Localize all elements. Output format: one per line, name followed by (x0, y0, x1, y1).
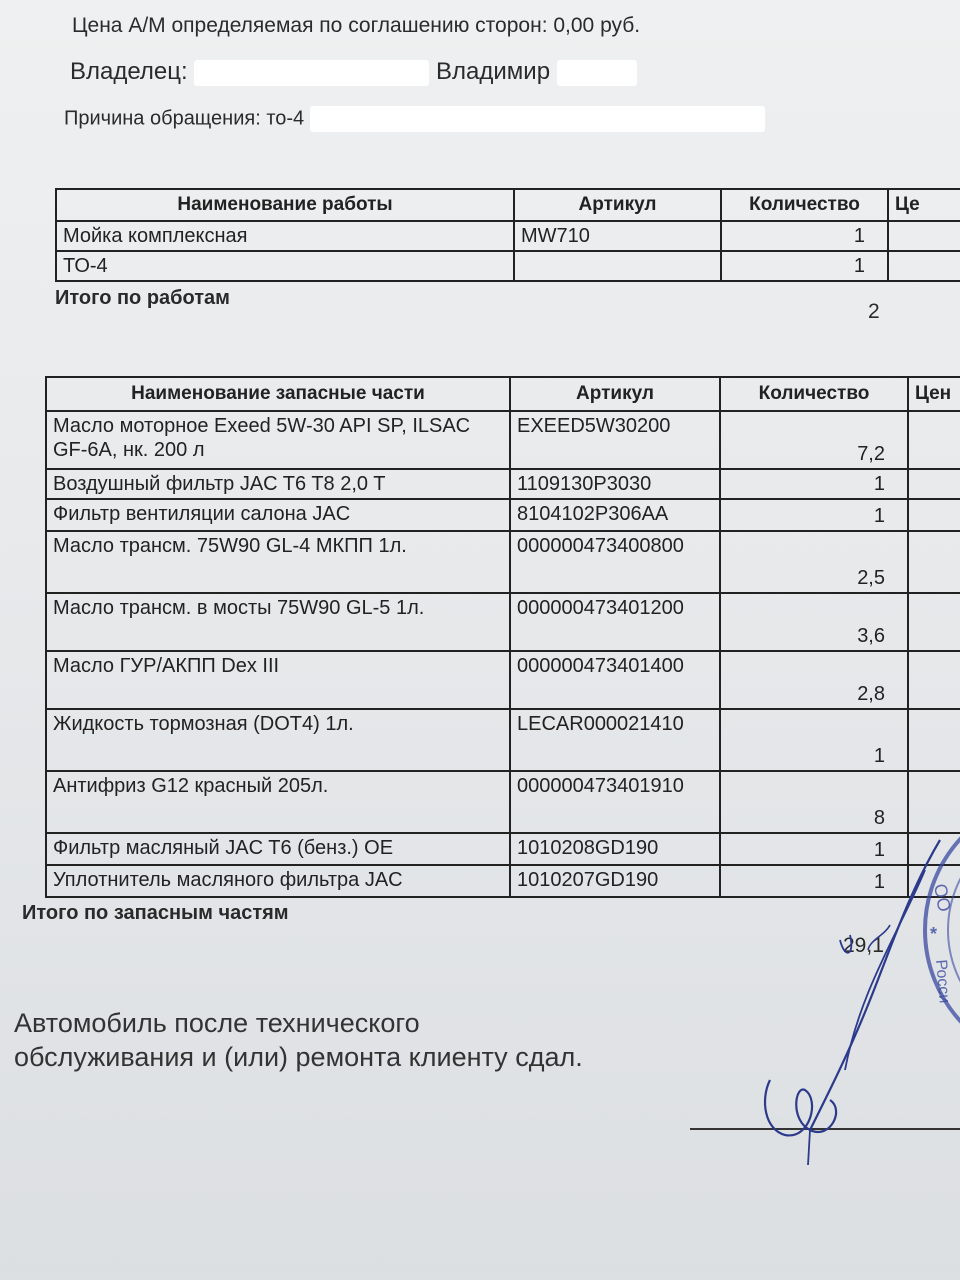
owner-line (70, 58, 637, 86)
stamp-text-b: Росси (932, 958, 953, 1004)
parts-article-cell: 1010207GD190 (510, 865, 720, 897)
parts-article-cell: 1010208GD190 (510, 833, 720, 865)
parts-name-cell: Уплотнитель масляного фильтра JAC (46, 865, 510, 897)
parts-article-cell: 1109130P3030 (510, 469, 720, 499)
parts-name-cell: Масло трансм. в мосты 75W90 GL-5 1л. (46, 593, 510, 651)
parts-name-cell: Воздушный фильтр JAC T6 T8 2,0 T (46, 469, 510, 499)
works-table (55, 188, 960, 282)
col-quantity: Количество (720, 377, 908, 411)
parts-price-cell (908, 593, 960, 651)
parts-row (46, 593, 960, 651)
parts-article-cell: 8104102P306AA (510, 499, 720, 531)
parts-article-cell: 000000473401400 (510, 651, 720, 709)
parts-price-cell (908, 469, 960, 499)
parts-quantity-cell: 7,2 (720, 411, 908, 469)
parts-row (46, 411, 960, 469)
owner-redaction (194, 60, 429, 86)
parts-name-cell: Фильтр вентиляции салона JAC (46, 499, 510, 531)
parts-quantity-cell: 1 (720, 865, 908, 897)
owner-visible-name: Владимир (436, 58, 551, 85)
parts-name-cell: Масло моторное Exeed 5W-30 API SP, ILSAC GF-6A, нк. 200 л (46, 411, 510, 469)
col-part-name: Наименование запасные части (46, 377, 510, 411)
works-quantity-cell: 1 (721, 251, 888, 281)
parts-name-cell: Масло ГУР/АКПП Dex III (46, 651, 510, 709)
owner-label: Владелец: (70, 58, 188, 85)
works-row (56, 221, 960, 251)
parts-row (46, 771, 960, 833)
col-article: Артикул (510, 377, 720, 411)
parts-price-cell (908, 411, 960, 469)
parts-price-cell (908, 709, 960, 771)
parts-row (46, 469, 960, 499)
handover-line-1: Автомобиль после технического (14, 1008, 420, 1038)
parts-article-cell: 000000473401200 (510, 593, 720, 651)
parts-row (46, 709, 960, 771)
works-row (56, 251, 960, 281)
parts-name-cell: Антифриз G12 красный 205л. (46, 771, 510, 833)
parts-quantity-cell: 1 (720, 833, 908, 865)
works-price-cell (888, 251, 960, 281)
works-quantity-cell: 1 (721, 221, 888, 251)
stamp-text-a: ОО (930, 882, 955, 914)
parts-article-cell: EXEED5W30200 (510, 411, 720, 469)
parts-quantity-cell: 2,8 (720, 651, 908, 709)
col-article: Артикул (514, 189, 721, 221)
col-work-name: Наименование работы (56, 189, 514, 221)
parts-row (46, 499, 960, 531)
works-name-cell: ТО-4 (56, 251, 514, 281)
parts-price-cell (908, 651, 960, 709)
parts-article-cell: LECAR000021410 (510, 709, 720, 771)
parts-name-cell: Фильтр масляный JAC T6 (бенз.) OE (46, 833, 510, 865)
works-price-cell (888, 221, 960, 251)
parts-name-cell: Масло трансм. 75W90 GL-4 МКПП 1л. (46, 531, 510, 593)
parts-name-cell: Жидкость тормозная (DOT4) 1л. (46, 709, 510, 771)
parts-quantity-cell: 8 (720, 771, 908, 833)
works-article-cell (514, 251, 721, 281)
parts-quantity-cell: 3,6 (720, 593, 908, 651)
parts-article-cell: 000000473401910 (510, 771, 720, 833)
parts-quantity-cell: 1 (720, 499, 908, 531)
works-total-value: 2 (868, 300, 880, 323)
parts-quantity-cell: 2,5 (720, 531, 908, 593)
reason-redaction (310, 106, 765, 132)
reason-label: Причина обращения: то-4 (64, 107, 305, 130)
handover-statement (14, 1006, 583, 1074)
parts-table (45, 376, 960, 898)
parts-total-label: Итого по запасным частям (22, 902, 289, 924)
parts-quantity-cell: 1 (720, 709, 908, 771)
price-line: Цена А/М определяемая по соглашению сторон: 0,00 руб. (72, 14, 641, 37)
handover-line-2: обслуживания и (или) ремонта клиенту сдал. (14, 1042, 583, 1072)
parts-total-value: 29,1 (843, 934, 884, 957)
svg-text:*: * (930, 924, 938, 944)
parts-article-cell: 000000473400800 (510, 531, 720, 593)
col-quantity: Количество (721, 189, 888, 221)
col-price: Це (888, 189, 960, 221)
parts-row (46, 531, 960, 593)
works-total-label: Итого по работам (55, 287, 230, 309)
col-price: Цен (908, 377, 960, 411)
reason-line (64, 106, 765, 132)
owner-redaction-tail (557, 60, 637, 86)
parts-price-cell (908, 499, 960, 531)
parts-row (46, 651, 960, 709)
signature-icon (750, 830, 960, 1170)
parts-price-cell (908, 531, 960, 593)
parts-quantity-cell: 1 (720, 469, 908, 499)
works-name-cell: Мойка комплексная (56, 221, 514, 251)
works-article-cell: MW710 (514, 221, 721, 251)
